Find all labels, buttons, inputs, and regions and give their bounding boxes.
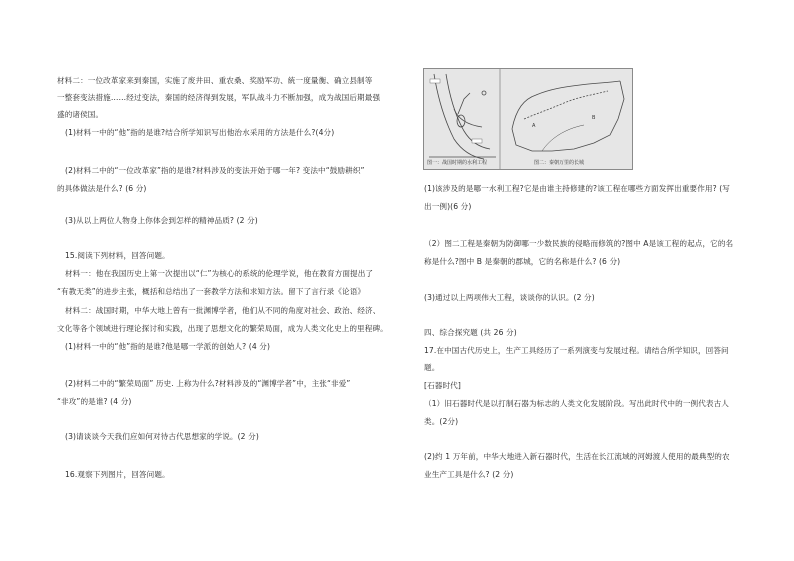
question-17-1-line-2: 类。(2分) [424, 417, 459, 426]
q15-material-1-line-1: 材料一：他在我国历史上第一次提出以“仁”为核心的系统的伦理学说，他在教育方面提出了 [65, 269, 374, 278]
figure-2-caption: 图二：秦朝万里的长城 [534, 160, 585, 166]
question-17-2-line-2: 业生产工具是什么? (2 分) [424, 470, 514, 479]
dujiangyan-sketch [429, 74, 496, 159]
question-15-1: (1)材料一中的“他”指的是谁?他是哪一学派的创始人? (4 分) [65, 342, 271, 351]
section-4-heading: 四、综合探究题 (共 26 分) [424, 328, 517, 337]
question-1: (1)材料一中的“他”指的是谁?结合所学知识写出他治水采用的方法是什么?(4分) [65, 128, 335, 137]
stone-age-tag: [石器时代] [424, 381, 461, 390]
question-16-2-line-1: （2）图二工程是秦朝为防御哪一少数民族的侵略而修筑的?图中 A是该工程的起点，它的名 [424, 239, 734, 248]
q15-material-2-line-2: 文化等各个领域进行理论探讨和实践，出现了思想文化的繁荣局面，成为人类文化史上的里程碑。 [57, 324, 388, 333]
map-marker-b: B [592, 115, 596, 121]
material-2-line-2: 一整套变法措施……经过变法，秦国的经济得到发展，军队战斗力不断加强，成为战国后期最强 [57, 93, 381, 102]
material-2-line-1: 材料二：一位改革家来到秦国，实施了废井田、重农桑、奖励军功、統一度量衡、确立县制等 [57, 76, 373, 85]
q15-material-2-line-1: 材料二：战国时期，中华大地上曾有一批渊博学者，他们从不同的角度对社会、政治、经济、 [65, 306, 381, 315]
great-wall-map-sketch [512, 81, 624, 151]
question-16-1-line-2: 出一例)(6 分) [424, 202, 472, 211]
question-16-2-line-2: 称是什么?图中 B 是秦朝的郡城，它的名称是什么? (6 分) [424, 257, 621, 266]
question-15-2-line-1: (2)材料二中的“繁荣局面” 历史. 上称为什么?材料涉及的“渊博学者”中，主张“非爱” [65, 379, 351, 388]
figure-1-caption: 图一：战国时期的水利工程 [427, 160, 488, 166]
question-15-heading: 15.阅读下列材料，回答问题。 [65, 251, 170, 260]
figure-panel [423, 68, 633, 170]
q15-material-1-line-2: “有教无类”的进步主张，概括和总结出了一套教学方法和求知方法。留下了言行录《论语》 [57, 287, 366, 296]
question-2-line-1: (2)材料二中的“一位改革家”指的是谁?材料涉及的变法开始于哪一年? 变法中“鼓励耕织” [65, 166, 365, 175]
map-marker-a: A [532, 123, 536, 129]
question-15-3: (3)请谈谈今天我们应如何对待古代思想家的学说。(2 分) [65, 432, 259, 441]
question-2-line-2: 的具体做法是什么? (6 分) [57, 184, 147, 193]
question-17-line-2: 题。 [424, 363, 440, 372]
question-17-1-line-1: （1）旧石器时代是以打制石器为标志的人类文化发展阶段。写出此时代中的一例代表古人 [424, 399, 729, 408]
question-16-3: (3)通过以上两项伟大工程，谈谈你的认识。(2 分) [424, 293, 595, 302]
question-15-2-line-2: “非攻”的是谁? (4 分) [57, 397, 132, 406]
question-16-heading: 16.观察下列图片，回答问题。 [65, 470, 170, 479]
question-16-1-line-1: (1)该涉及的是哪一水利工程?它是由谁主持修建的?该工程在哪些方面发挥出重要作用? (写 [424, 184, 730, 193]
question-3: (3)从以上两位人物身上你体会到怎样的精神品质? (2 分) [65, 216, 258, 225]
question-17-line-1: 17.在中国古代历史上，生产工具经历了一系列演变与发展过程。请结合所学知识，回答问 [424, 346, 729, 355]
question-17-2-line-1: (2)约 1 万年前，中华大地进入新石器时代，生活在长江流域的河姆渡人使用的最典型的农 [424, 452, 730, 461]
figure-drawing [424, 69, 632, 169]
material-2-line-3: 盛的诸侯国。 [57, 110, 104, 119]
